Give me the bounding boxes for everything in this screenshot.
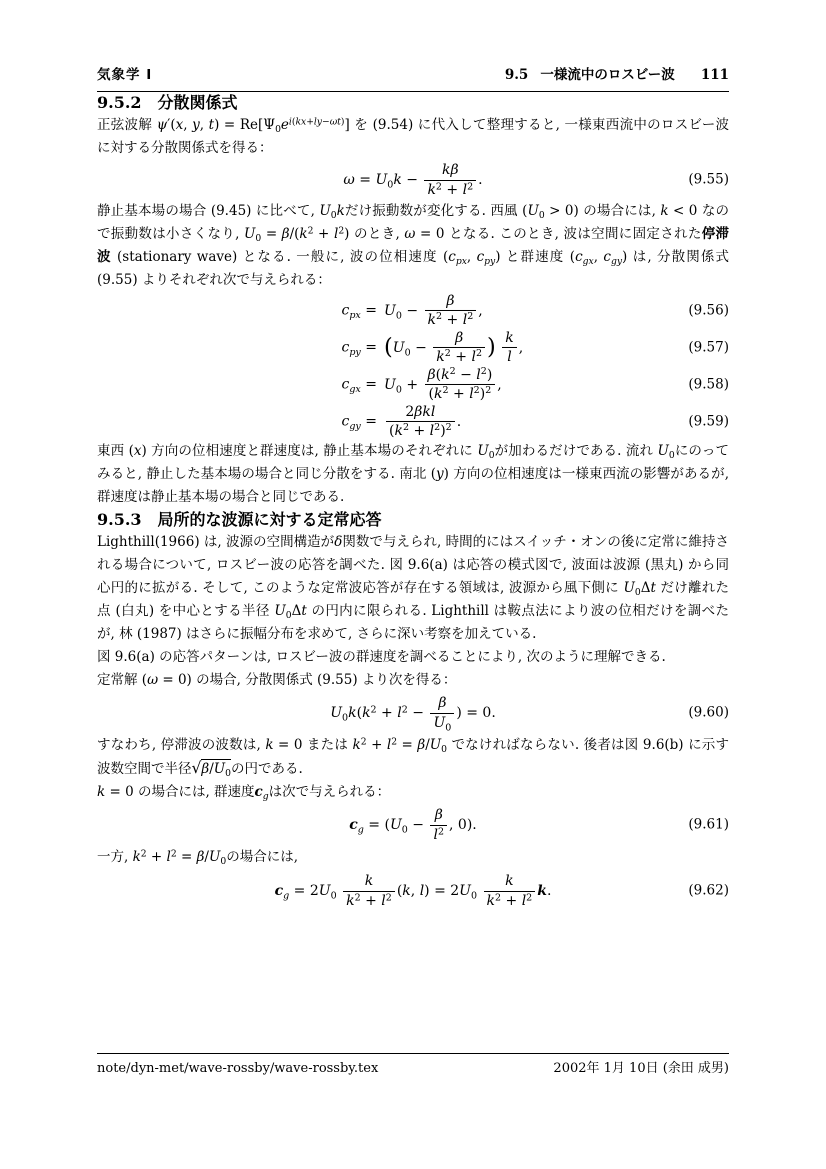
equation-rhs: 2βkl $(k^2 + l^2)^2$ . <box>384 403 461 439</box>
equation-rhs: $U_0$ + $\frac{\beta(k^2 - l^2)}{(k^2 + l^2)^2}$ , <box>384 365 502 402</box>
equation-rhs: $U_0$ − $\frac{\beta}{k^2 + l^2}$ , <box>384 292 483 328</box>
heading-9-5-2 <box>97 92 729 114</box>
equation-number: (9.55) <box>688 171 729 188</box>
equation-lhs: $c_{gx}$ = <box>341 376 377 395</box>
equation-number: (9.56) <box>688 302 729 318</box>
heading-number: 9.5.3 <box>97 510 142 529</box>
equation-body: $U_0k(k^2 + l^2$ − $\frac{\beta}{U_0}$ ) = 0. <box>330 694 496 733</box>
running-header-section-number: 9.5 <box>504 67 529 83</box>
paragraph-response-pattern: 図 9.6(a) の応答パターンは, ロスビー波の群速度を調べることにより, 次のように理解できる. <box>97 649 666 665</box>
equation-number: (9.58) <box>688 376 729 392</box>
heading-title: 分散関係式 <box>157 93 238 112</box>
paragraph-steady-solution: 定常解 (ω = 0) の場合, 分散関係式 (9.55) より次を得る： <box>97 672 457 688</box>
equation-number: (9.61) <box>688 816 729 833</box>
text-column <box>97 0 729 913</box>
running-header <box>97 0 729 87</box>
equation-lhs: $c_{px}$ = <box>341 302 377 321</box>
heading-title: 局所的な波源に対する定常応答 <box>157 510 382 529</box>
paragraph-k-zero-case: k = 0 の場合には, 群速度$c_g$は次で与えられる： <box>97 784 391 803</box>
paragraph-sine-wave-solution: 正弦波解 ψ′(x, y, $t) = Re[\Psi_0e^{i(kx+ly-\omega t)}]$ を (9.54) に代入して整理すると, 一様東西流中のロスビー波に対する分散関係式を得る： <box>97 116 730 156</box>
paragraph-stationary-wave: 静止基本場の場合 (9.45) に比べて, $U_0k$だけ振動数が変化する. 西風 $(U_0 > 0)$ の場合には, k < 0 なので振動数は小さくなり, $U_0 = \beta/(k^2 + l^2)$ のとき, ω = 0 となる. このとき, 波は空間に固定された停滞波 (stationary wave) となる. 一般に, 波の位相速度 ($c_{px}$, $c_{py}$) と群速度 ($c_{gx}$, $c_{gy}$) は, 分散関係式 (9.55) よりそれぞれ次で与えられる： <box>97 203 730 288</box>
equation-group-speeds <box>97 292 729 440</box>
equation-9-55 <box>97 160 729 200</box>
equation-9-58 <box>97 366 729 403</box>
equation-lhs: $c_{gy}$ = <box>341 413 377 432</box>
running-header-right <box>505 64 729 87</box>
page-number: 111 <box>700 67 729 83</box>
page-footer <box>97 1053 729 1077</box>
footer-file-path: note/dyn-met/wave-rossby/wave-rossby.tex <box>97 1061 379 1076</box>
equation-number: (9.60) <box>688 704 729 721</box>
equation-lhs: $c_{py}$ = <box>341 339 377 358</box>
heading-9-5-3 <box>97 509 729 531</box>
equation-9-59 <box>97 403 729 440</box>
equation-rhs: ($U_0$ − $\frac{\beta}{k^2 + l^2}$ ) $\frac{k}{l}$ , <box>384 329 524 365</box>
equation-9-62 <box>97 869 729 913</box>
equation-body: $c_g = (U_0$ − $\frac{\beta}{l^2}$ , 0). <box>349 806 477 843</box>
equation-9-56 <box>97 292 729 329</box>
equation-number: (9.57) <box>688 339 729 355</box>
equation-9-61 <box>97 804 729 846</box>
equation-number: (9.59) <box>688 413 729 429</box>
paragraph-other-case: 一方, $k^2 + l^2 = \beta/U_0$の場合には, <box>97 848 299 868</box>
paragraph-wavenumber-circle: すなわち, 停滞波の波数は, k = 0 または $k^2 + l^2 = \beta/U_0$ でなければならない. 後者は図 9.6(b) に示す波数空間で半径$√\beta/U_0$の円である. <box>97 736 729 780</box>
footer-date-author: 2002年 1月 10日 (余田 成男) <box>553 1061 729 1076</box>
paragraph-lighthill: Lighthill(1966) は, 波源の空間構造がδ関数で与えられ, 時間的にはスイッチ・オンの後に定常に維持される場合について, ロスビー波の応答を調べた. 図 9.6(a) は応答の模式図で, 波面は波源 (黒丸) から同心円的に拡がる. そして, このような定常波応答が存在する領域は, 波源から風下側に $U_0\Delta t$ だけ離れた点 (白丸) を中心とする半径 $U_0\Delta t$ の円内に限られる. Lighthill は鞍点法により波の位相だけを調べたが, 林 (1987) はさらに振幅分布を求めて, さらに深い考察を加えている. <box>97 534 729 642</box>
equation-body: $c_g = 2U_0$ $\frac{k}{k^2 + l^2}$ (k, $l) = 2U_0$ $\frac{k}{k^2 + l^2}$ k. <box>274 872 552 909</box>
paragraph-zonal-meridional: 東西 (x) 方向の位相速度と群速度は, 静止基本場のそれぞれに $U_0$が加わるだけである. 流れ $U_0$にのってみると, 静止した基本場の場合と同じ分散をする. 南北 (y) 方向の位相速度は一様東西流の影響があるが, 群速度は静止基本場の場合と同じである. <box>97 443 730 505</box>
equation-body: $\omega = U_0k$ − $\frac{k\beta}{k^2 + l^2}$ . <box>343 161 483 198</box>
heading-number: 9.5.2 <box>97 93 142 112</box>
running-header-section-title: 一様流中のロスビー波 <box>540 67 675 83</box>
equation-9-60 <box>97 692 729 734</box>
equation-9-57 <box>97 329 729 366</box>
running-header-course-title: 気象学 I <box>97 67 153 83</box>
equation-number: (9.62) <box>688 882 729 899</box>
